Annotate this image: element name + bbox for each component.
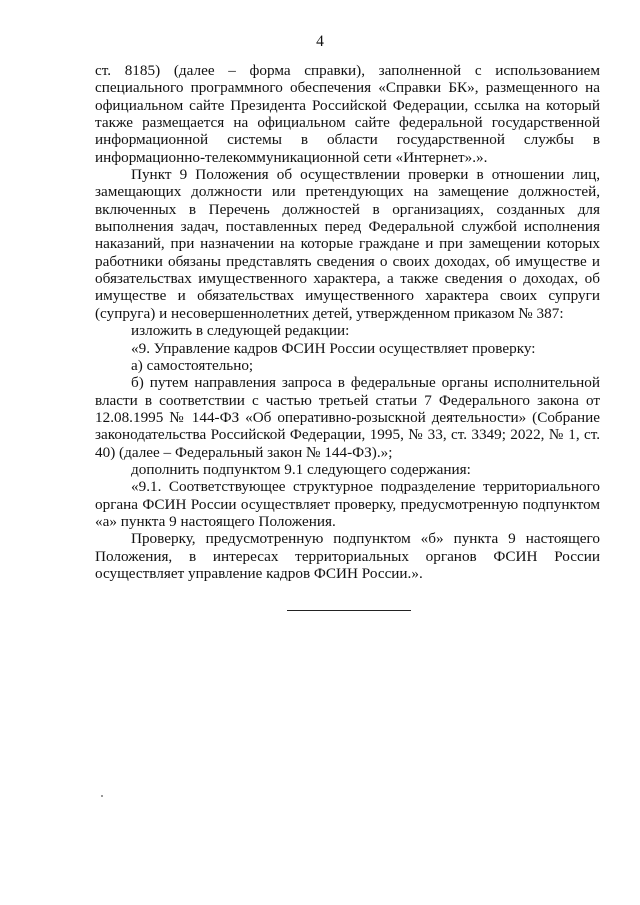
- paragraph-clause-9-intro: Пункт 9 Положения об осуществлении проверки в отношении лиц, замещающих должности или претендующих на замещение должностей, включенных в Перечень должностей в организациях, созданных для выполнения задач, поставленных перед Федеральной службой исполнения наказаний, при назначении на которые граждане и при замещении которых работники обязаны представлять сведения о своих доходах, об имуществе и обязательствах имущественного характера, а также сведения о доходах, об имуществе и обязательствах имущественного характера своих супруги (супруга) и несовершеннолетних детей, утвержденном приказом № 387:: [95, 166, 600, 322]
- paragraph-subclause-b: б) путем направления запроса в федеральные органы исполнительной власти в соответствии с частью третьей статьи 7 Федерального закона от 12.08.1995 № 144-ФЗ «Об оперативно-розыскной деятельности» (Собрание законодательства Российской Федерации, 1995, № 33, ст. 3349; 2022, № 1, ст. 40) (далее – Федеральный закон № 144-ФЗ).»;: [95, 374, 600, 461]
- paragraph-clause-9-1: «9.1. Соответствующее структурное подразделение территориального органа ФСИН России осуществляет проверку, предусмотренную подпунктом «а» пункта 9 настоящего Положения.: [95, 478, 600, 530]
- paragraph-clause-9-1-continued: Проверку, предусмотренную подпунктом «б» пункта 9 настоящего Положения, в интересах территориальных органов ФСИН России осуществляет управление кадров ФСИН России.».: [95, 530, 600, 582]
- end-divider-line: [287, 610, 411, 611]
- document-body: [95, 62, 600, 582]
- paragraph-supplement-instruction: дополнить подпунктом 9.1 следующего содержания:: [131, 460, 471, 478]
- page-number: 4: [316, 33, 324, 50]
- scan-dot: [101, 795, 103, 797]
- paragraph-form-reference: ст. 8185) (далее – форма справки), заполненной с использованием специального программного обеспечения «Справки БК», размещенного на официальном сайте Президента Российской Федерации, ссылка на который также размещается на официальном сайте федеральной государственной информационной системы в области государственной службы в информационно-телекоммуникационной сети «Интернет».».: [95, 62, 600, 166]
- paragraph-subclause-a: а) самостоятельно;: [131, 356, 254, 374]
- paragraph-clause-9: «9. Управление кадров ФСИН России осуществляет проверку:: [131, 339, 536, 357]
- paragraph-restate-instruction: изложить в следующей редакции:: [131, 322, 350, 340]
